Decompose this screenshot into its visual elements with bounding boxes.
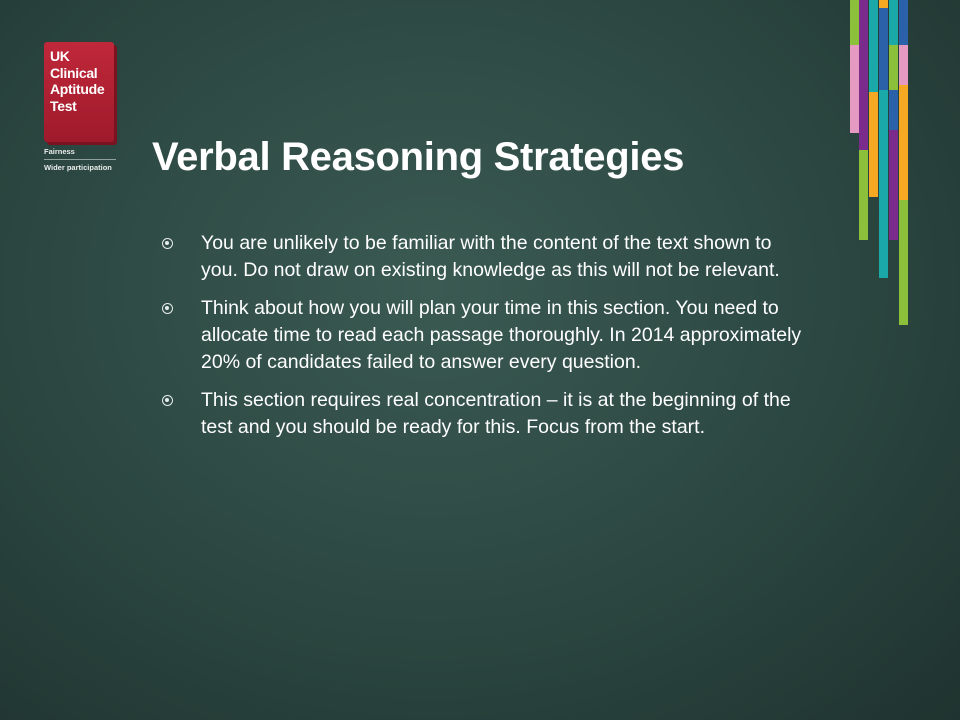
bullet-text: You are unlikely to be familiar with the content of the text shown to you. Do not draw on existing knowledge as this will not be relevant. bbox=[201, 232, 780, 281]
circle-bullet-icon bbox=[162, 238, 173, 249]
stripe bbox=[859, 150, 868, 240]
stripe bbox=[879, 8, 888, 90]
decorative-stripes bbox=[840, 0, 960, 330]
logo-line-clinical: Clinical bbox=[50, 64, 98, 81]
stripe bbox=[889, 0, 898, 45]
logo-tagline-participation: Wider participation bbox=[44, 163, 112, 172]
stripe bbox=[879, 90, 888, 132]
stripe bbox=[899, 0, 908, 45]
stripe bbox=[899, 45, 908, 85]
slide-title: Verbal Reasoning Strategies bbox=[152, 135, 685, 179]
stripe bbox=[869, 92, 878, 197]
logo-tagline-fairness: Fairness bbox=[44, 147, 75, 156]
stripe bbox=[879, 132, 888, 278]
stripe bbox=[899, 85, 908, 200]
stripe bbox=[879, 0, 888, 8]
stripe bbox=[889, 90, 898, 130]
stripe bbox=[869, 0, 878, 92]
bullet-item bbox=[162, 230, 802, 284]
bullet-list bbox=[162, 230, 802, 452]
ucat-logo bbox=[44, 42, 124, 173]
stripe bbox=[889, 130, 898, 240]
logo-line-aptitude: Aptitude bbox=[50, 81, 105, 97]
stripe bbox=[859, 0, 868, 150]
circle-bullet-icon bbox=[162, 395, 173, 406]
stripe bbox=[850, 45, 859, 133]
logo-badge bbox=[44, 42, 114, 142]
bullet-item bbox=[162, 387, 802, 441]
stripe bbox=[889, 45, 898, 90]
logo-line-uk: UK bbox=[50, 48, 70, 64]
bullet-text: Think about how you will plan your time in this section. You need to allocate time to read each passage thoroughly. In 2014 approximately 20% of candidates failed to answer every question. bbox=[201, 297, 802, 373]
bullet-text: This section requires real concentration – it is at the beginning of the test and you should be ready for this. Focus from the start. bbox=[201, 389, 791, 438]
stripe bbox=[850, 0, 859, 45]
logo-tagline-divider bbox=[44, 159, 116, 160]
stripe bbox=[899, 200, 908, 325]
bullet-item bbox=[162, 295, 802, 376]
logo-taglines bbox=[44, 146, 124, 173]
logo-line-test: Test bbox=[50, 97, 77, 114]
circle-bullet-icon bbox=[162, 303, 173, 314]
